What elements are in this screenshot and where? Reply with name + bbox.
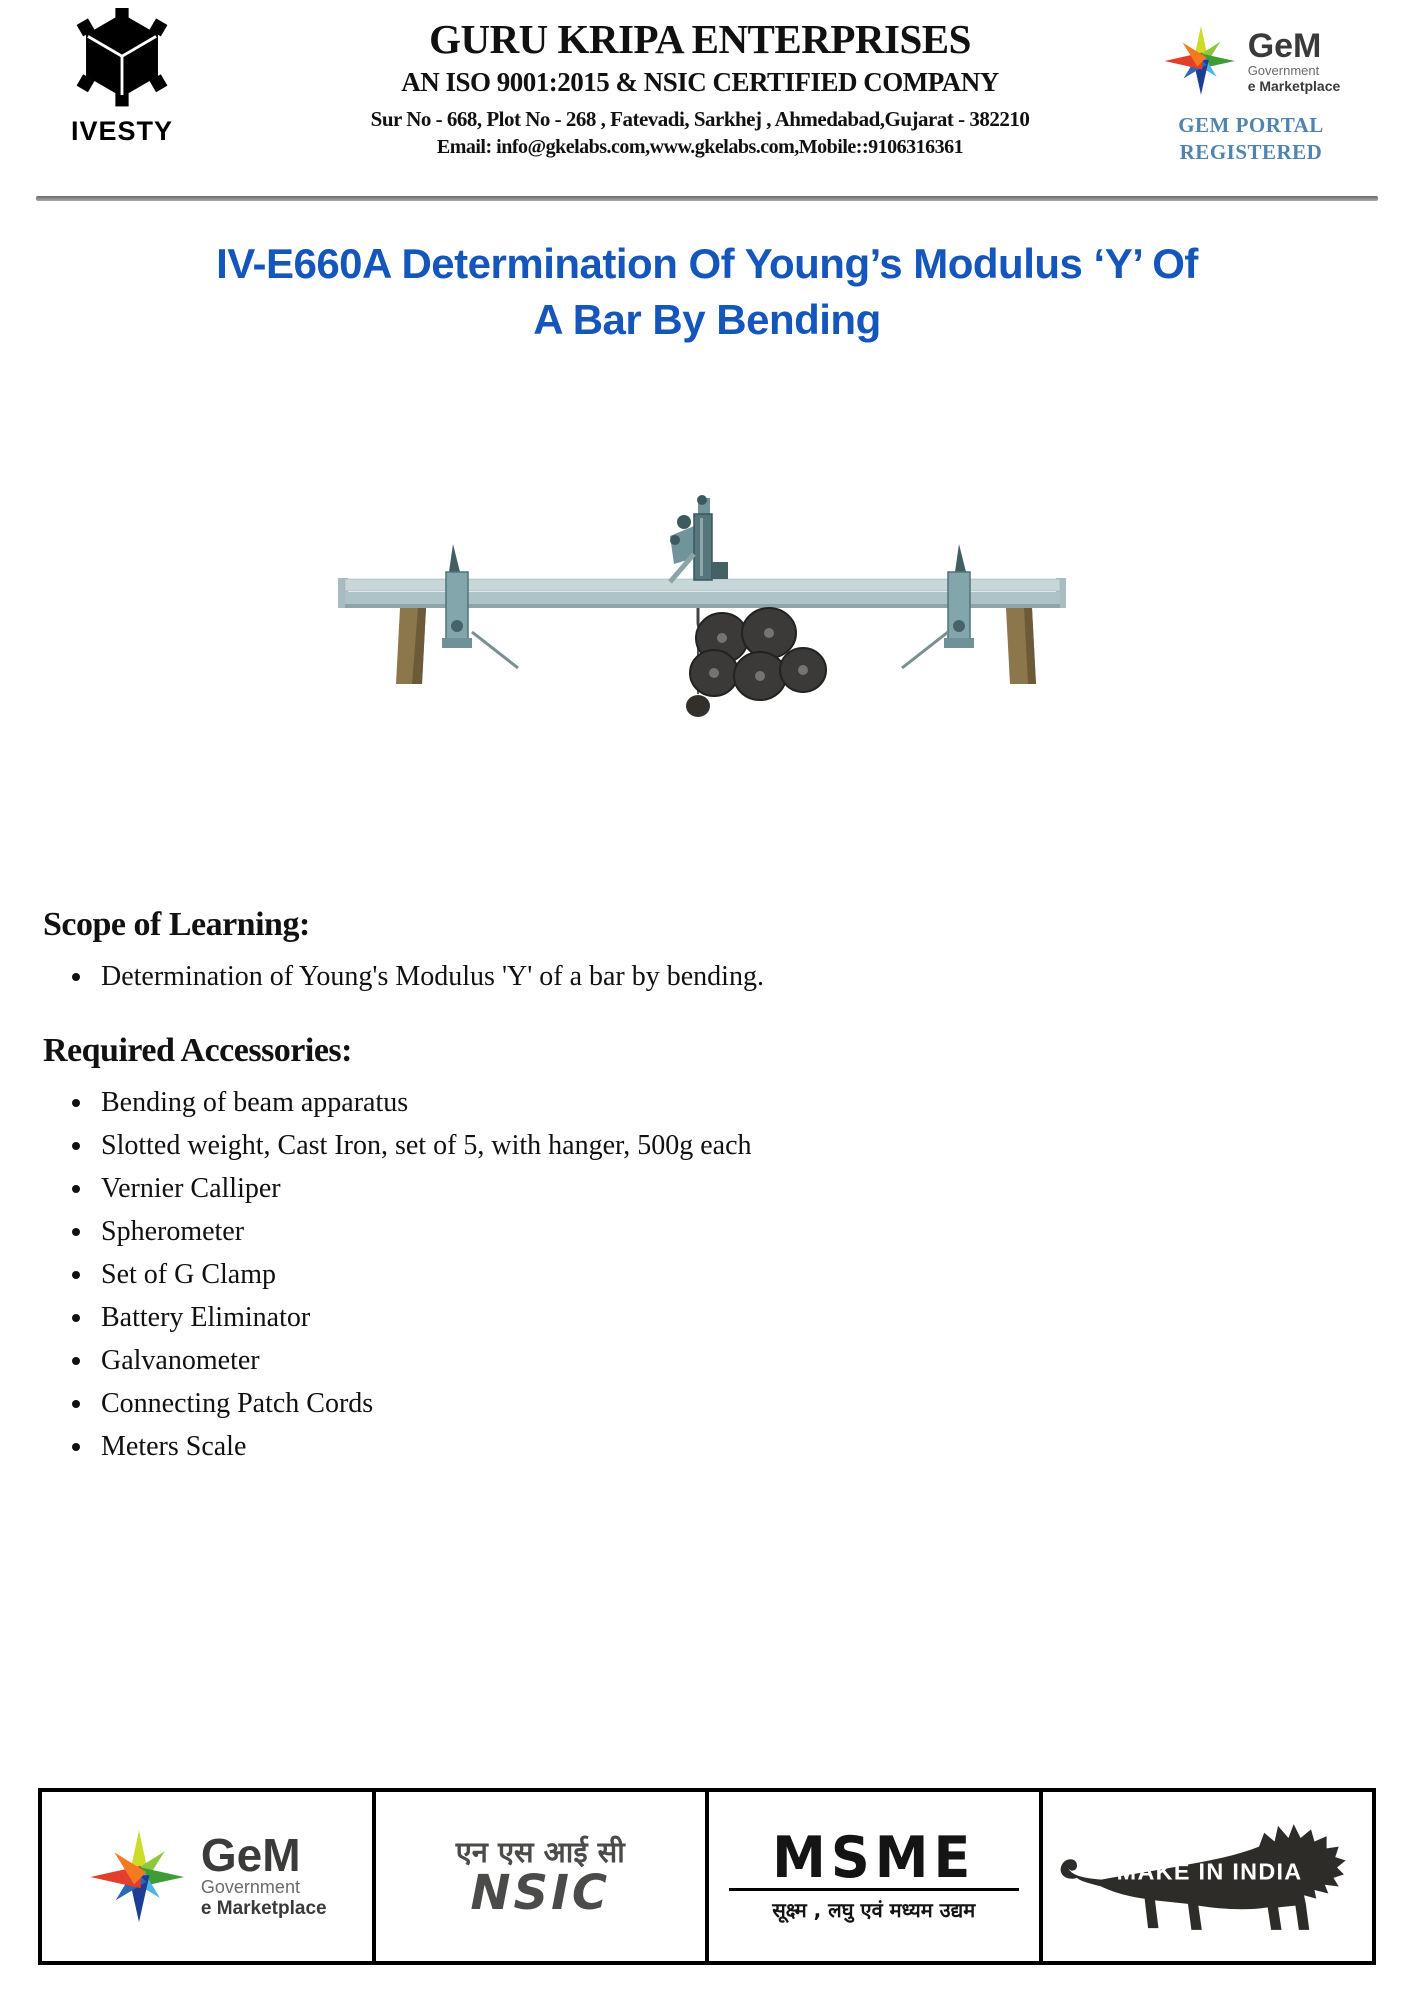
ivesty-cube-icon xyxy=(74,8,170,114)
accessory-item: • Galvanometer xyxy=(95,1339,1363,1382)
header-divider xyxy=(36,196,1378,201)
gem-logo-sub1: Government xyxy=(1247,62,1320,78)
footer-msme-logo xyxy=(705,1792,1039,1961)
gem-portal-line2: REGISTERED xyxy=(1179,140,1323,164)
accessory-item: • Set of G Clamp xyxy=(95,1253,1363,1296)
gem-portal-registered xyxy=(1128,112,1374,166)
contact-line: Email: info@gkelabs.com,www.gkelabs.com,Mobile::9106316361 xyxy=(436,136,964,158)
accessory-item: • Spherometer xyxy=(95,1210,1363,1253)
accessory-item: • Bending of beam apparatus xyxy=(95,1081,1363,1124)
gem-logo-name: GeM xyxy=(1247,26,1322,65)
company-name: GURU KRIPA ENTERPRISES xyxy=(429,16,971,62)
bending-beam-apparatus-image xyxy=(250,386,1150,726)
make-in-india-lion-icon xyxy=(1051,1802,1363,1952)
footer-gem-sub2: e Marketplace xyxy=(200,1898,327,1919)
gem-star-icon xyxy=(87,1825,191,1929)
accessory-item: • Battery Eliminator xyxy=(95,1296,1363,1339)
certification-logo-strip xyxy=(38,1788,1376,1965)
product-photo xyxy=(250,386,1150,726)
gem-star-icon xyxy=(1162,22,1240,100)
scope-item: • Determination of Young's Modulus 'Y' of a bar by bending. xyxy=(95,955,1363,998)
make-in-india-label: MAKE IN INDIA xyxy=(1116,1858,1303,1885)
nsic-latin-text: NSIC xyxy=(470,1864,611,1921)
msme-hindi-text: सूक्ष्म , लघु एवं मध्यम उद्यम xyxy=(772,1897,976,1922)
company-logo xyxy=(60,8,184,147)
gem-logo-sub2: e Marketplace xyxy=(1247,77,1341,94)
accessories-heading: Required Accessories: xyxy=(43,1032,352,1069)
footer-nsic-logo xyxy=(372,1792,706,1961)
footer-gem-name: GeM xyxy=(200,1829,301,1881)
accessory-item: • Slotted weight, Cast Iron, set of 5, with hanger, 500g each xyxy=(95,1124,1363,1167)
certification-line: AN ISO 9001:2015 & NSIC CERTIFIED COMPANY xyxy=(401,67,999,97)
page-title xyxy=(0,236,1414,348)
accessory-item: • Vernier Calliper xyxy=(95,1167,1363,1210)
scope-list xyxy=(43,955,1363,998)
gem-badge xyxy=(1128,22,1374,166)
scope-heading: Scope of Learning: xyxy=(43,906,310,943)
accessory-item: • Meters Scale xyxy=(95,1425,1363,1468)
page-title-line2: A Bar By Bending xyxy=(533,296,881,343)
required-accessories-section xyxy=(43,1032,1363,1468)
footer-gem-sub1: Government xyxy=(200,1877,300,1897)
brand-name: IVESTY xyxy=(70,116,174,146)
scope-of-learning-section xyxy=(43,906,1363,998)
gem-portal-line1: GEM PORTAL xyxy=(1178,113,1324,137)
accessories-list xyxy=(43,1081,1363,1468)
footer-gem-logo xyxy=(42,1792,372,1961)
accessory-item: • Connecting Patch Cords xyxy=(95,1382,1363,1425)
page-title-line1: IV-E660A Determination Of Young’s Modulus ‘Y’ Of xyxy=(216,240,1198,287)
nsic-hindi-text: एन एस आई सी xyxy=(455,1834,625,1869)
address-line: Sur No - 668, Plot No - 268 , Fatevadi, Sarkhej , Ahmedabad,Gujarat - 382210 xyxy=(370,107,1030,131)
footer-make-in-india-logo xyxy=(1039,1792,1373,1961)
company-header xyxy=(200,16,1200,159)
msme-latin-text: MSME xyxy=(772,1823,976,1891)
